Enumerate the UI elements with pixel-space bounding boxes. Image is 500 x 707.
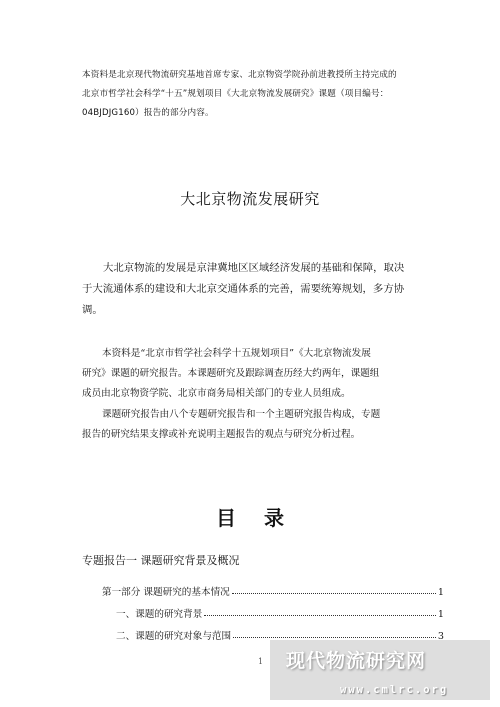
toc-entry[interactable] (116, 600, 444, 620)
report-heading: 专题报告一 课题研究背景及概况 (82, 554, 240, 567)
toc-entry-label: 第一部分 课题研究的基本情况 (102, 587, 230, 598)
body-paragraph-2 (82, 405, 450, 445)
toc-leader-dots (204, 615, 436, 616)
toc-entry-page: 1 (437, 609, 444, 620)
summary-line: 于大流通体系的建设和大北京交通体系的完善，需要统筹规划，多方协 (82, 283, 405, 295)
body-paragraph-1 (82, 344, 450, 404)
toc-entry[interactable] (116, 622, 444, 642)
toc-entry-page: 1 (437, 587, 444, 598)
toc-entry-page: 3 (437, 631, 444, 642)
page-number: 1 (258, 657, 264, 666)
toc-leader-dots (233, 637, 436, 638)
paragraph-line: 课题研究报告由八个专题研究报告和一个主题研究报告构成，专题 (102, 409, 381, 420)
intro-line: 本资料是北京现代物流研究基地首席专家、北京物资学院孙前进教授所主持完成的 (82, 70, 397, 80)
toc-leader-dots (232, 593, 436, 594)
intro-note (82, 66, 452, 123)
paragraph-line: 研究》课题的研究报告。本课题研究及跟踪调查历经大约两年，课题组 (82, 368, 380, 379)
toc-entry[interactable] (102, 578, 444, 598)
toc-entry-label: 一、课题的研究背景 (116, 609, 203, 620)
summary-line: 调。 (82, 304, 103, 316)
document-title: 大北京物流发展研究 (180, 190, 320, 208)
toc-title: 目录 (216, 506, 312, 530)
paragraph-line: 成员由北京物资学院、北京市商务局相关部门的专业人员组成。 (82, 388, 351, 399)
intro-line: 北京市哲学社会科学“十五”规划项目《大北京物流发展研究》课题（项目编号： (82, 89, 389, 99)
watermark-url: www.cmlrc.org (340, 684, 449, 696)
summary-paragraph (82, 258, 450, 321)
paragraph-line: 本资料是“北京市哲学社会科学十五规划项目”《大北京物流发展 (102, 348, 371, 359)
intro-line: 04BJDJG160）报告的部分内容。 (82, 108, 214, 118)
paragraph-line: 报告的研究结果支撑或补充说明主题报告的观点与研究分析过程。 (82, 429, 361, 440)
toc-entry-label: 二、课题的研究对象与范围 (116, 631, 232, 642)
watermark-name: 现代物流研究网 (286, 650, 427, 672)
summary-line: 大北京物流的发展是京津冀地区区域经济发展的基础和保障，取决 (103, 262, 405, 274)
